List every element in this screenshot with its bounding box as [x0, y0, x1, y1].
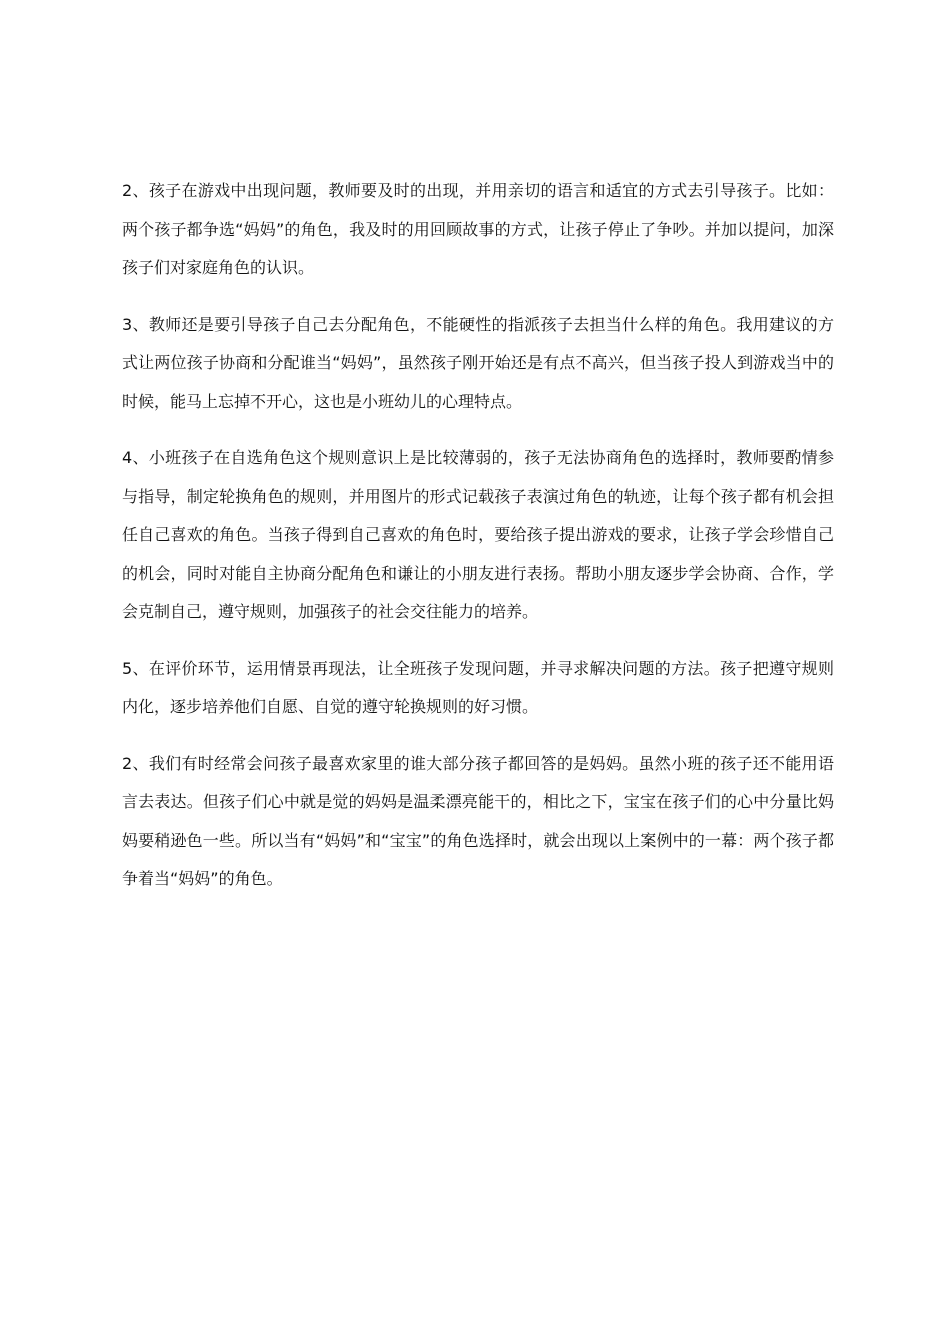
paragraph-3: 4、小班孩子在自选角色这个规则意识上是比较薄弱的，孩子无法协商角色的选择时，教师要酌情参与指导，制定轮换角色的规则，并用图片的形式记载孩子表演过角色的轨迹，让每个孩子都有机会担任自己喜欢的角色。当孩子得到自己喜欢的角色时，要给孩子提出游戏的要求，让孩子学会珍惜自己的机会，同时对能自主协商分配角色和谦让的小朋友进行表扬。帮助小朋友逐步学会协商、合作，学会克制自己，遵守规则，加强孩子的社会交往能力的培养。: [122, 448, 834, 621]
paragraph-5: 2、我们有时经常会问孩子最喜欢家里的谁大部分孩子都回答的是妈妈。虽然小班的孩子还不能用语言去表达。但孩子们心中就是觉的妈妈是温柔漂亮能干的，相比之下，宝宝在孩子们的心中分量比妈妈要稍逊色一些。所以当有“妈妈”和“宝宝”的角色选择时，就会出现以上案例中的一幕：两个孩子都争着当“妈妈”的角色。: [122, 753, 834, 888]
paragraph-4: 5、在评价环节，运用情景再现法，让全班孩子发现问题，并寻求解决问题的方法。孩子把遵守规则内化，逐步培养他们自愿、自觉的遵守轮换规则的好习惯。: [122, 658, 834, 716]
paragraph-2: 3、教师还是要引导孩子自己去分配角色，不能硬性的指派孩子去担当什么样的角色。我用建议的方式让两位孩子协商和分配谁当“妈妈”，虽然孩子刚开始还是有点不高兴，但当孩子投人到游戏当中的时候，能马上忘掉不开心，这也是小班幼儿的心理特点。: [122, 314, 834, 411]
paragraph-1: 2、孩子在游戏中出现问题，教师要及时的出现，并用亲切的语言和适宜的方式去引导孩子。比如：两个孩子都争选“妈妈”的角色，我及时的用回顾故事的方式，让孩子停止了争吵。并加以提问，加深孩子们对家庭角色的认识。: [122, 181, 834, 277]
document-body: [122, 172, 834, 917]
